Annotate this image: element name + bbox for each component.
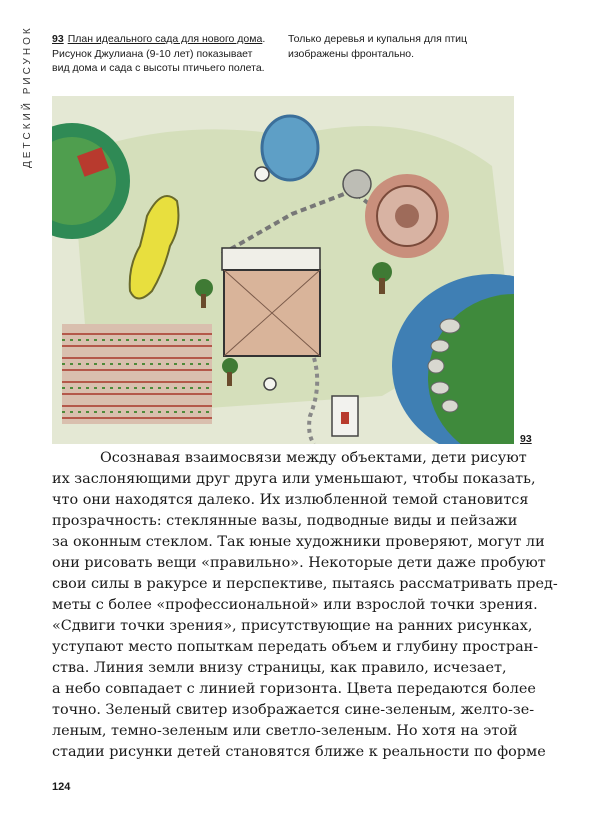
caption-title: План идеального сада для нового дома xyxy=(67,33,263,45)
pond xyxy=(262,116,318,180)
body-line: «Сдвиги точки зрения», присутствующие на ранних рисунках, xyxy=(52,618,533,634)
body-line: Осознавая взаимосвязи между объектами, дети рисуют xyxy=(100,450,527,466)
body-line: за оконным стеклом. Так юные художники проверяют, могут ли xyxy=(52,534,545,550)
tree-trunk xyxy=(227,372,232,386)
tree-trunk xyxy=(201,294,206,308)
figure-number-label: 93 xyxy=(520,433,532,445)
body-line: свои силы в ракурсе и перспективе, пытаясь рассматривать пред- xyxy=(52,576,558,592)
birdbath xyxy=(255,167,269,181)
house-roof-strip xyxy=(222,248,320,270)
body-line: стадии рисунки детей становятся ближе к реальности по форме xyxy=(52,744,546,760)
body-text xyxy=(52,448,558,763)
caption-line: Рисунок Джулиана (9-10 лет) показывает xyxy=(52,47,253,60)
tree-crown xyxy=(222,358,238,374)
body-line: меты с более «профессиональной» или взрослой точки зрения. xyxy=(52,597,538,613)
body-line: что они находятся далеко. Их излюбленной темой становится xyxy=(52,492,529,508)
page-number: 124 xyxy=(52,781,71,793)
caption-note-line: Только деревья и купальня для птиц xyxy=(288,33,468,45)
body-line: их заслоняющими друг друга или уменьшают, чтобы показать, xyxy=(52,471,536,487)
body-line: прозрачность: стеклянные вазы, подводные виды и пейзажи xyxy=(52,513,518,529)
figure-caption-note xyxy=(288,32,508,61)
body-line: уступают место попыткам передать объем и глубину простран- xyxy=(52,639,539,655)
round-patio-center xyxy=(395,204,419,228)
body-line: леным, темно-зеленым или светло-зеленым. Но хотя на этой xyxy=(52,723,518,739)
shed-door xyxy=(341,412,349,424)
caption-line: вид дома и сада с высоты птичьего полета. xyxy=(52,62,265,74)
running-head: ДЕТСКИЙ РИСУНОК xyxy=(22,25,33,168)
body-line: они рисовать вещи «правильно». Некоторые дети даже пробуют xyxy=(52,555,546,571)
caption-note-line: изображены фронтально. xyxy=(288,47,415,60)
garden-lamp xyxy=(264,378,276,390)
figure-caption xyxy=(52,32,284,76)
caption-number: 93 xyxy=(52,33,64,45)
body-line: ства. Линия земли внизу страницы, как правило, исчезает, xyxy=(52,660,507,676)
gazebo xyxy=(343,170,371,198)
body-line: а небо совпадает с линией горизонта. Цвета передаются более xyxy=(52,681,536,697)
body-line: точно. Зеленый свитер изображается сине-зеленым, желто-зе- xyxy=(52,702,535,718)
caption-title-end: . xyxy=(262,33,266,45)
child-garden-drawing xyxy=(52,96,514,444)
tree-trunk xyxy=(379,278,385,294)
